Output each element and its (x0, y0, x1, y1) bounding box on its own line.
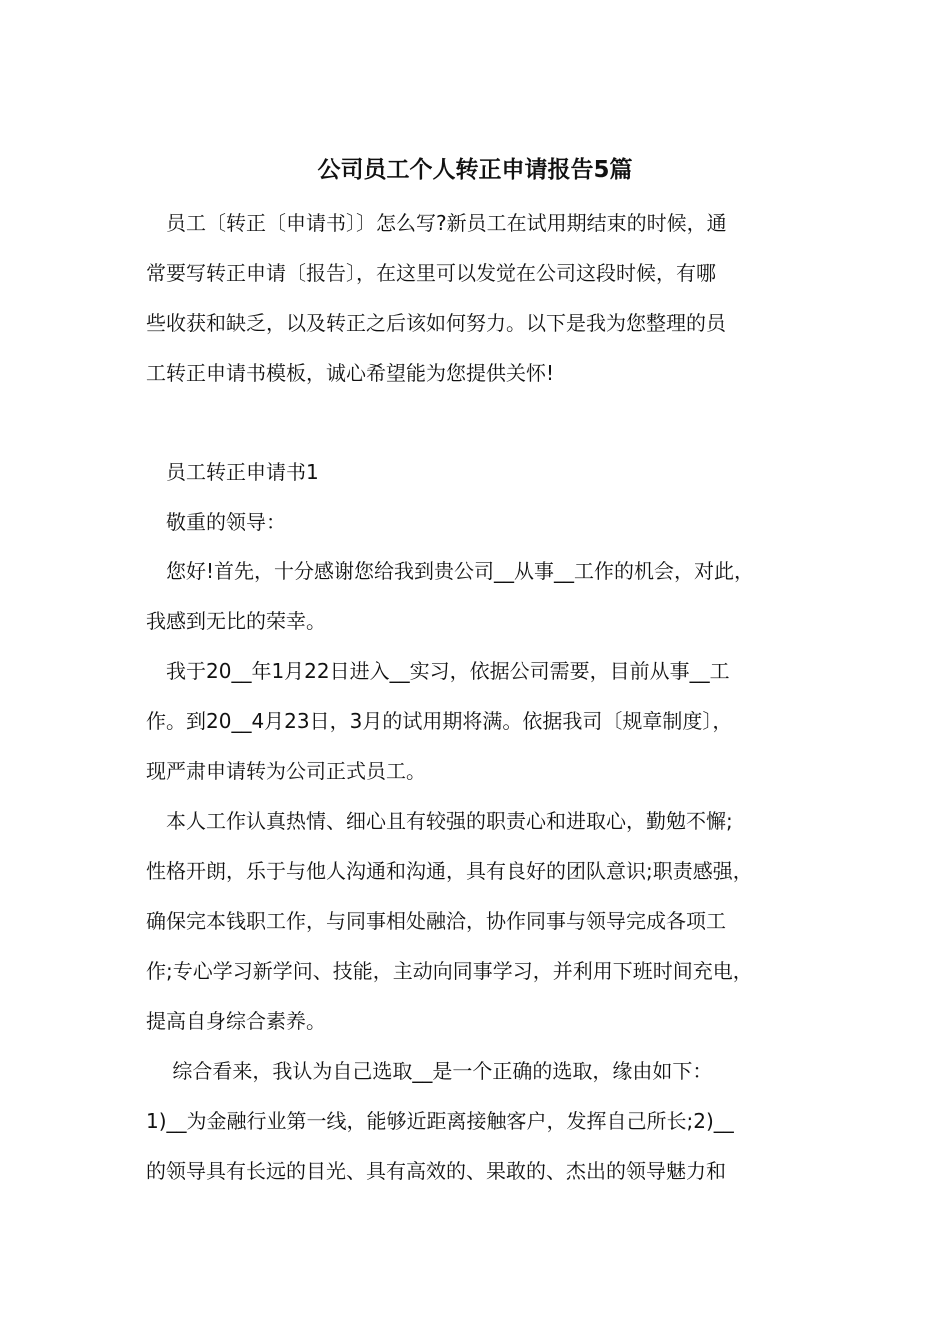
paragraph-line: 综合看来，我认为自己选取__是一个正确的选取，缘由如下： (146, 1059, 713, 1083)
section-heading: 员工转正申请书1 (146, 460, 319, 484)
salutation: 敬重的领导： (146, 510, 286, 534)
document-title: 公司员工个人转正申请报告5篇 (317, 157, 633, 183)
paragraph-line: 作。到20__4月23日，3月的试用期将满。依据我司〔规章制度〕， (146, 709, 733, 733)
paragraph-line: 常要写转正申请〔报告〕，在这里可以发觉在公司这段时候，有哪 (146, 261, 716, 285)
paragraph-line: 工转正申请书模板，诚心希望能为您提供关怀! (146, 361, 555, 385)
paragraph-line: 性格开朗，乐于与他人沟通和沟通，具有良好的团队意识;职责感强， (146, 859, 753, 883)
paragraph-line: 确保完本钱职工作，与同事相处融洽，协作同事与领导完成各项工 (146, 909, 726, 933)
paragraph-line: 员工〔转正〔申请书〕〕怎么写?新员工在试用期结束的时候，通 (146, 211, 727, 235)
paragraph-line: 提高自身综合素养。 (146, 1009, 326, 1033)
paragraph-line: 您好!首先，十分感谢您给我到贵公司__从事__工作的机会，对此， (146, 559, 755, 583)
paragraph-line: 我于20__年1月22日进入__实习，依据公司需要，目前从事__工 (146, 659, 730, 683)
paragraph-line: 本人工作认真热情、细心且有较强的职责心和进取心，勤勉不懈; (146, 809, 733, 833)
paragraph-line: 些收获和缺乏，以及转正之后该如何努力。以下是我为您整理的员 (146, 311, 726, 335)
paragraph-line: 作;专心学习新学问、技能，主动向同事学习，并利用下班时间充电， (146, 959, 753, 983)
paragraph-line: 的领导具有长远的目光、具有高效的、果敢的、杰出的领导魅力和 (146, 1159, 726, 1183)
paragraph-line: 我感到无比的荣幸。 (146, 609, 326, 633)
paragraph-line: 1)__为金融行业第一线，能够近距离接触客户，发挥自己所长;2)__ (146, 1109, 734, 1133)
paragraph-line: 现严肃申请转为公司正式员工。 (146, 759, 426, 783)
